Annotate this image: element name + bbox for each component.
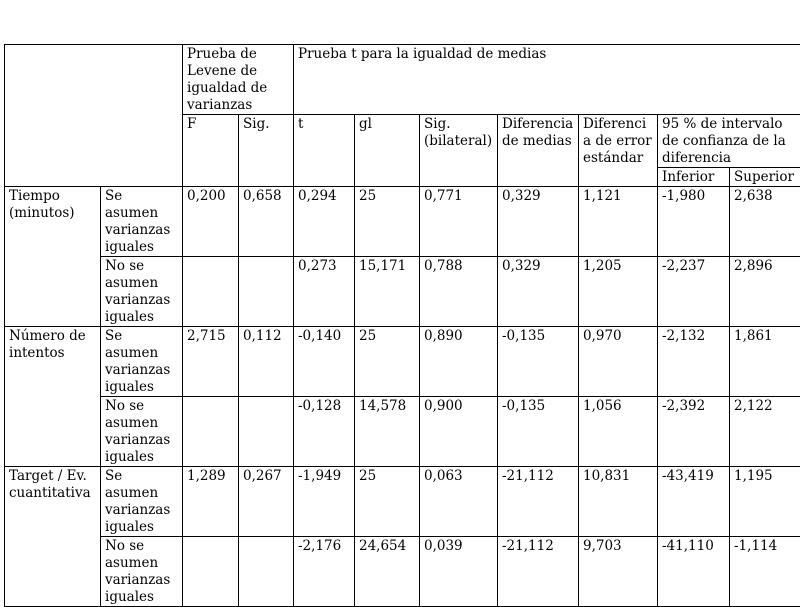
- ci-upper-value: 2,896: [730, 257, 800, 327]
- independent-samples-test-table: [4, 44, 800, 607]
- sig-bilateral-value: 0,890: [420, 327, 498, 397]
- assumption-label: No se asumen varianzas iguales: [101, 397, 183, 467]
- mean-diff-value: 0,329: [498, 187, 579, 257]
- assumption-label: No se asumen varianzas iguales: [101, 257, 183, 327]
- header-row-1: [5, 45, 800, 115]
- variable-label: Número de intentos: [5, 327, 101, 467]
- std-err-diff-value: 0,970: [579, 327, 658, 397]
- t-value: -1,949: [294, 467, 355, 537]
- sig-value: 0,658: [239, 187, 294, 257]
- ttest-header: Prueba t para la igualdad de medias: [294, 45, 800, 115]
- std-err-diff-value: 1,205: [579, 257, 658, 327]
- std-err-diff-value: 10,831: [579, 467, 658, 537]
- mean-diff-value: -21,112: [498, 537, 579, 607]
- f-value: 2,715: [183, 327, 239, 397]
- sig-bilateral-header: Sig. (bilateral): [420, 115, 498, 187]
- sig-value: [239, 397, 294, 467]
- assumption-label: Se asumen varianzas iguales: [101, 327, 183, 397]
- ci-lower-header: Inferior: [658, 168, 730, 187]
- f-value: [183, 537, 239, 607]
- ci-lower-value: -1,980: [658, 187, 730, 257]
- levene-header: Prueba de Levene de igualdad de varianzas: [183, 45, 294, 115]
- mean-diff-value: 0,329: [498, 257, 579, 327]
- ci-upper-value: 2,638: [730, 187, 800, 257]
- f-value: 1,289: [183, 467, 239, 537]
- sig-value: 0,267: [239, 467, 294, 537]
- t-header: t: [294, 115, 355, 187]
- table-row: [5, 327, 800, 397]
- sig-header: Sig.: [239, 115, 294, 187]
- std-err-diff-value: 9,703: [579, 537, 658, 607]
- std-err-diff-value: 1,121: [579, 187, 658, 257]
- t-value: 0,273: [294, 257, 355, 327]
- empty-corner-cell: [5, 45, 183, 187]
- sig-value: [239, 537, 294, 607]
- f-value: [183, 397, 239, 467]
- ci-upper-value: 2,122: [730, 397, 800, 467]
- assumption-label: Se asumen varianzas iguales: [101, 467, 183, 537]
- f-value: [183, 257, 239, 327]
- table-row: [5, 187, 800, 257]
- gl-value: 25: [355, 187, 420, 257]
- t-value: -2,176: [294, 537, 355, 607]
- table-row: [5, 537, 800, 607]
- ci-upper-value: 1,195: [730, 467, 800, 537]
- sig-bilateral-value: 0,771: [420, 187, 498, 257]
- std-err-diff-value: 1,056: [579, 397, 658, 467]
- gl-value: 25: [355, 467, 420, 537]
- gl-value: 24,654: [355, 537, 420, 607]
- ci-lower-value: -2,237: [658, 257, 730, 327]
- sig-bilateral-value: 0,063: [420, 467, 498, 537]
- assumption-label: No se asumen varianzas iguales: [101, 537, 183, 607]
- variable-label: Tiempo (minutos): [5, 187, 101, 327]
- gl-header: gl: [355, 115, 420, 187]
- t-value: 0,294: [294, 187, 355, 257]
- std-err-diff-header: Diferencia de error estándar: [579, 115, 658, 187]
- table-row: [5, 397, 800, 467]
- mean-diff-value: -21,112: [498, 467, 579, 537]
- assumption-label: Se asumen varianzas iguales: [101, 187, 183, 257]
- f-value: 0,200: [183, 187, 239, 257]
- mean-diff-value: -0,135: [498, 397, 579, 467]
- t-value: -0,140: [294, 327, 355, 397]
- ci-lower-value: -2,132: [658, 327, 730, 397]
- sig-value: [239, 257, 294, 327]
- gl-value: 14,578: [355, 397, 420, 467]
- ci-lower-value: -41,110: [658, 537, 730, 607]
- ci-upper-value: 1,861: [730, 327, 800, 397]
- ci-upper-header: Superior: [730, 168, 800, 187]
- gl-value: 15,171: [355, 257, 420, 327]
- mean-diff-value: -0,135: [498, 327, 579, 397]
- mean-diff-header: Diferencia de medias: [498, 115, 579, 187]
- sig-value: 0,112: [239, 327, 294, 397]
- ci-upper-value: -1,114: [730, 537, 800, 607]
- table-row: [5, 467, 800, 537]
- sig-bilateral-value: 0,039: [420, 537, 498, 607]
- gl-value: 25: [355, 327, 420, 397]
- table-row: [5, 257, 800, 327]
- variable-label: Target / Ev. cuantitativa: [5, 467, 101, 607]
- ci-header: 95 % de intervalo de confianza de la diferencia: [658, 115, 800, 168]
- sig-bilateral-value: 0,788: [420, 257, 498, 327]
- ci-lower-value: -2,392: [658, 397, 730, 467]
- ci-lower-value: -43,419: [658, 467, 730, 537]
- f-header: F: [183, 115, 239, 187]
- sig-bilateral-value: 0,900: [420, 397, 498, 467]
- t-value: -0,128: [294, 397, 355, 467]
